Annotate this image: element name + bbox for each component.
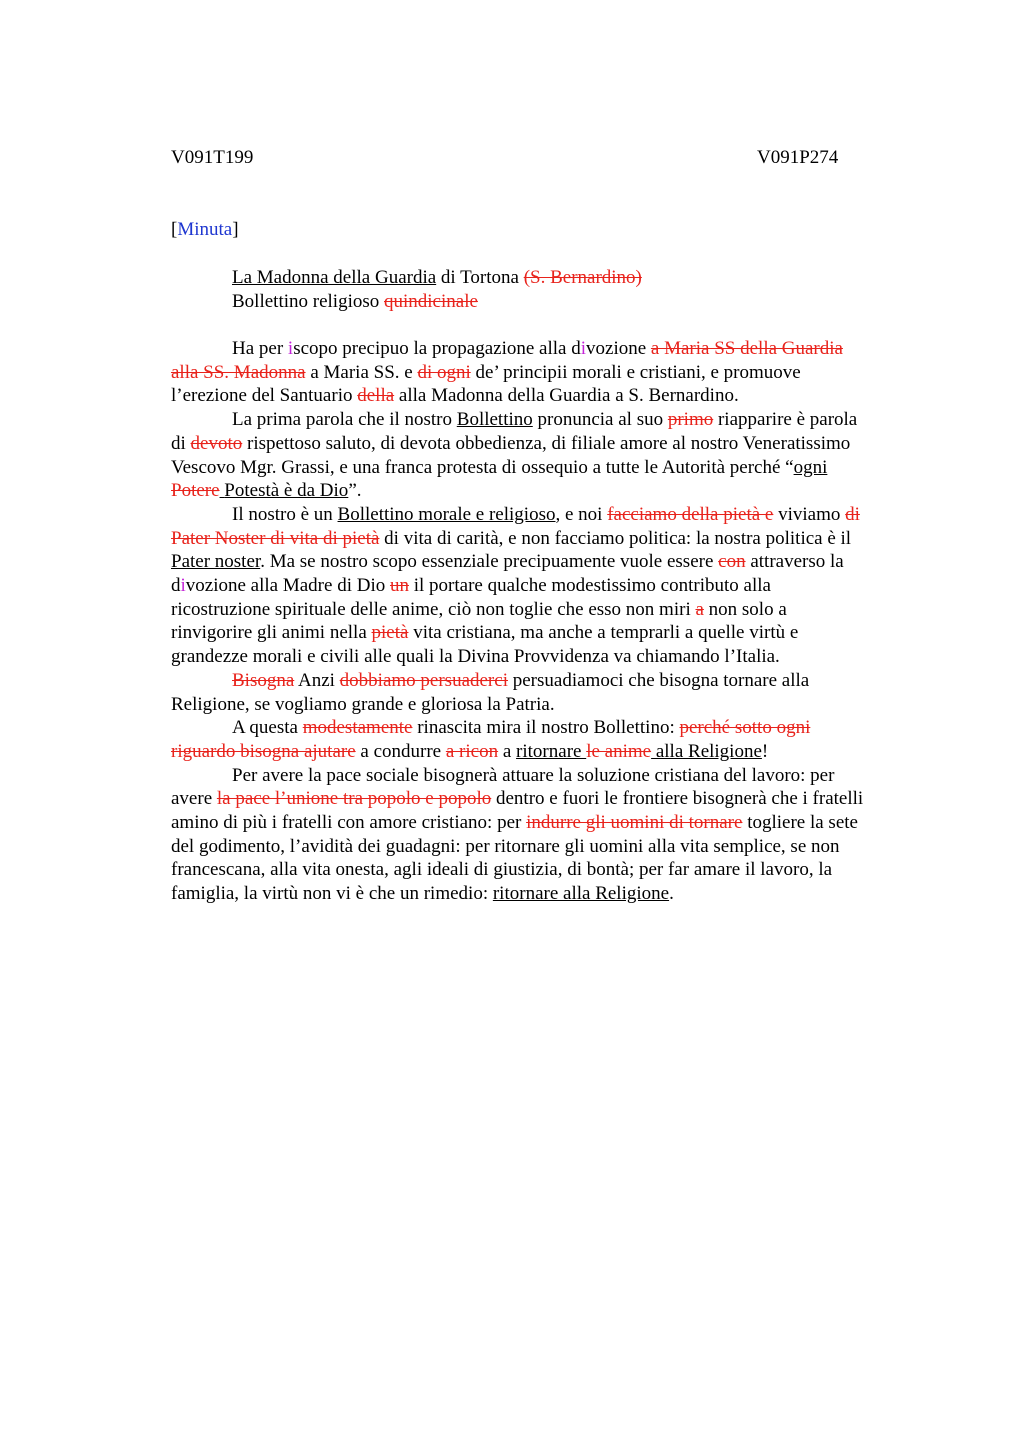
- text-line: [171, 527, 931, 551]
- text-run: di: [171, 432, 191, 454]
- paragraph-2: [171, 408, 931, 503]
- text-line: [171, 598, 931, 622]
- bracket-close: ]: [232, 219, 239, 240]
- text-run: Vescovo Mgr. Grassi, e una franca protesta di ossequio a tutte le Autorità perché “: [171, 456, 794, 478]
- text-run: grandezze morali e civili alle quali la Divina Provvidenza va chiamando l’Italia.: [171, 646, 780, 668]
- text-run: a: [498, 740, 517, 762]
- deleted-text: Pater Noster di vita di pietà: [171, 527, 380, 549]
- deleted-text: facciamo della pietà e: [607, 503, 774, 525]
- paragraph-5: [171, 716, 931, 763]
- text-line: [171, 432, 931, 456]
- deleted-text: perché sotto ogni: [679, 717, 811, 739]
- body-text: [171, 337, 931, 906]
- underlined-text: Pater noster: [171, 551, 261, 573]
- deleted-text: le anime: [586, 740, 652, 762]
- deleted-text: la pace l’unione tra popolo e popolo: [216, 788, 492, 810]
- deleted-text: a Maria SS della Guardia: [650, 338, 843, 359]
- underlined-text: Potestà è da Dio: [224, 480, 349, 502]
- title-underlined: La Madonna della Guardia: [232, 267, 437, 288]
- text-run: Per avere la pace sociale bisognerà attuare la soluzione cristiana del lavoro: per: [232, 764, 835, 786]
- text-run: Anzi: [294, 669, 340, 691]
- text-line: [171, 384, 931, 408]
- text-line: [171, 669, 931, 693]
- text-run: vozione alla Madre di Dio: [185, 575, 390, 597]
- text-run: viviamo: [773, 503, 846, 525]
- text-run: a condurre: [355, 740, 446, 762]
- text-run: del godimento, l’avidità dei guadagni: per ritornare gli uomini alla vita semplice, se non: [171, 835, 840, 857]
- paragraph-1: [171, 337, 931, 408]
- text-line: [171, 337, 931, 361]
- deleted-text: con: [718, 551, 746, 573]
- title-block: [232, 266, 642, 314]
- text-run: .: [669, 883, 674, 905]
- paragraph-6: [171, 764, 931, 906]
- text-run: francescana, alla vita onesta, agli ideali di giustizia, di bontà; per far amare il lavoro, la: [171, 859, 833, 881]
- underlined-text: alla Religione: [651, 740, 762, 762]
- deleted-text: pietà: [371, 622, 409, 644]
- text-line: [171, 361, 931, 385]
- deleted-text: alla SS. Madonna: [171, 361, 306, 383]
- deleted-text: dobbiamo persuaderci: [339, 669, 508, 691]
- text-run: Ha per: [232, 338, 288, 359]
- text-run: di vita di carità, e non facciamo politica: la nostra politica è il: [379, 527, 852, 549]
- deleted-text: a ricon: [445, 740, 499, 762]
- document-code-left: V091T199: [171, 147, 254, 168]
- inserted-letter: i: [580, 338, 587, 359]
- text-run: Il nostro è un: [232, 503, 338, 525]
- text-run: rinvigorire gli animi nella: [171, 622, 372, 644]
- underlined-text: Bollettino: [456, 409, 533, 431]
- text-run: amino di più i fratelli con amore cristiano: per: [171, 812, 527, 834]
- text-line: [171, 645, 931, 669]
- text-line: [171, 503, 931, 527]
- text-run: ricostruzione spirituale delle anime, ciò non toglie che esso non miri: [171, 598, 696, 620]
- text-run: togliere la sete: [742, 812, 858, 834]
- underlined-text: Bollettino morale e religioso: [337, 503, 556, 525]
- deleted-text: un: [389, 575, 409, 597]
- text-line: [171, 835, 931, 859]
- title-line: [232, 266, 642, 290]
- text-run: vita cristiana, ma anche a temprarli a quelle virtù e: [408, 622, 799, 644]
- text-run: ”.: [348, 480, 362, 502]
- paragraph-4: [171, 669, 931, 716]
- text-line: [171, 479, 931, 503]
- underlined-text: ogni: [793, 456, 828, 478]
- text-run: il portare qualche modestissimo contributo alla: [408, 575, 771, 597]
- deleted-text: indurre gli uomini di tornare: [526, 812, 743, 834]
- text-run: d: [171, 575, 181, 597]
- document-code-right: V091P274: [757, 147, 839, 168]
- text-run: . Ma se nostro scopo essenziale precipuamente vuole essere: [260, 551, 719, 573]
- title-text: di Tortona: [436, 267, 524, 288]
- subtitle-text: Bollettino religioso: [232, 291, 384, 312]
- underlined-text: ritornare: [516, 740, 587, 762]
- text-line: [171, 693, 931, 717]
- subtitle-line: [232, 290, 642, 314]
- deleted-text: primo: [667, 409, 714, 431]
- deleted-text: riguardo bisogna ajutare: [171, 740, 356, 762]
- text-run: rinascita mira il nostro Bollettino:: [412, 717, 680, 739]
- deleted-text: Bisogna: [232, 669, 295, 691]
- text-run: famiglia, la virtù non vi è che un rimedio:: [171, 883, 493, 905]
- underlined-text: ritornare alla Religione: [492, 883, 670, 905]
- text-line: [171, 787, 931, 811]
- text-line: [171, 882, 931, 906]
- text-run: A questa: [232, 717, 303, 739]
- text-run: de’ principii morali e cristiani, e promuove: [470, 361, 801, 383]
- deleted-text: a: [695, 598, 704, 620]
- text-run: , e noi: [555, 503, 608, 525]
- text-run: dentro e fuori le frontiere bisognerà che i fratelli: [491, 788, 864, 810]
- inserted-letter: i: [287, 338, 294, 359]
- text-run: persuadiamoci che bisogna tornare alla: [507, 669, 810, 691]
- text-run: non solo a: [703, 598, 787, 620]
- text-run: riapparire è parola: [713, 409, 858, 431]
- text-run: vozione: [586, 338, 651, 359]
- text-run: a Maria SS. e: [305, 361, 418, 383]
- draft-label: Minuta: [177, 219, 233, 240]
- inserted-letter: i: [180, 575, 186, 597]
- text-line: [171, 764, 931, 788]
- text-run: alla Madonna della Guardia a S. Bernardino.: [394, 385, 739, 407]
- text-line: [171, 740, 931, 764]
- text-run: attraverso la: [745, 551, 844, 573]
- text-line: [171, 456, 931, 480]
- draft-note: [171, 218, 239, 242]
- text-line: [171, 550, 931, 574]
- bracket-open: [: [171, 219, 178, 240]
- text-run: avere: [171, 788, 217, 810]
- deleted-text: di ogni: [417, 361, 471, 383]
- deleted-text: della: [357, 385, 395, 407]
- deleted-text: modestamente: [302, 717, 413, 739]
- deleted-text: di: [845, 503, 860, 525]
- deleted-text: devoto: [190, 432, 243, 454]
- text-run: La prima parola che il nostro: [232, 409, 457, 431]
- text-line: [171, 858, 931, 882]
- text-line: [171, 408, 931, 432]
- deleted-text: Potere: [171, 480, 220, 502]
- text-line: [171, 716, 931, 740]
- text-run: !: [761, 740, 769, 762]
- text-run: Religione, se vogliamo grande e gloriosa la Patria.: [171, 693, 555, 715]
- text-line: [171, 621, 931, 645]
- subtitle-deleted: quindicinale: [384, 291, 478, 312]
- text-run: rispettoso saluto, di devota obbedienza, di filiale amore al nostro Veneratissimo: [242, 432, 851, 454]
- title-deleted: (S. Bernardino): [523, 267, 642, 288]
- text-run: pronuncia al suo: [532, 409, 668, 431]
- paragraph-3: [171, 503, 931, 669]
- text-run: l’erezione del Santuario: [171, 385, 358, 407]
- text-line: [171, 574, 931, 598]
- text-line: [171, 811, 931, 835]
- text-run: scopo precipuo la propagazione alla d: [293, 338, 581, 359]
